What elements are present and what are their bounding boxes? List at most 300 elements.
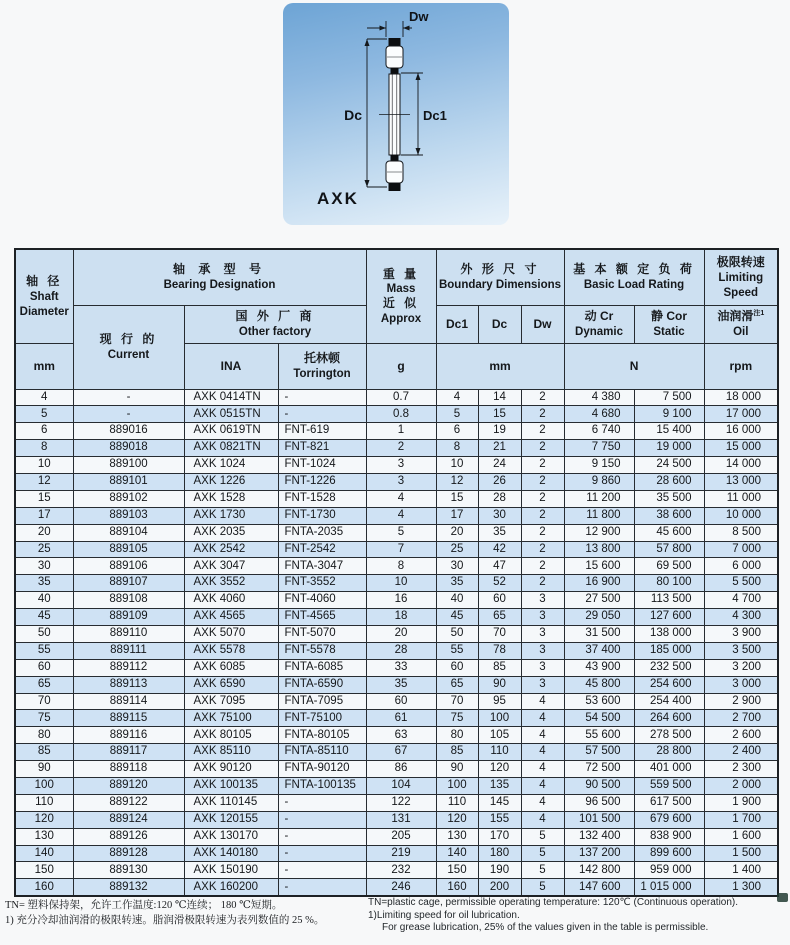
cell: 14 000 bbox=[704, 457, 778, 474]
cell: 2 bbox=[521, 507, 564, 524]
cell: 24 bbox=[478, 457, 521, 474]
cell: - bbox=[73, 389, 184, 406]
cell: 889114 bbox=[73, 693, 184, 710]
cell: AXK 4565 bbox=[184, 609, 278, 626]
bearing-diagram-panel bbox=[283, 3, 509, 225]
cell: 180 bbox=[478, 845, 521, 862]
cell: 110 bbox=[436, 794, 478, 811]
label-cn: 油润滑 bbox=[717, 309, 754, 324]
cell: 37 400 bbox=[564, 642, 634, 659]
footnotes-chinese bbox=[5, 899, 367, 928]
table-row bbox=[15, 406, 778, 423]
cell: 15 000 bbox=[704, 440, 778, 457]
cell: AXK 6590 bbox=[184, 676, 278, 693]
cell: FNTA-6590 bbox=[278, 676, 366, 693]
cell: 9 860 bbox=[564, 473, 634, 490]
cell: 142 800 bbox=[564, 862, 634, 879]
cell: 4 bbox=[521, 710, 564, 727]
cell: 3 900 bbox=[704, 625, 778, 642]
cell: 85 bbox=[436, 744, 478, 761]
cell: AXK 1528 bbox=[184, 490, 278, 507]
cell: 9 150 bbox=[564, 457, 634, 474]
cell: 889118 bbox=[73, 761, 184, 778]
cell: FNTA-85110 bbox=[278, 744, 366, 761]
cell: AXK 130170 bbox=[184, 828, 278, 845]
cell: 18 bbox=[366, 609, 436, 626]
cell: 131 bbox=[366, 811, 436, 828]
label-cn: 近 似 bbox=[382, 296, 420, 311]
cell: 6 bbox=[15, 423, 73, 440]
cell: 1 400 bbox=[704, 862, 778, 879]
table-row bbox=[15, 727, 778, 744]
col-header-oil bbox=[704, 305, 778, 343]
cell: 45 800 bbox=[564, 676, 634, 693]
cell: AXK 100135 bbox=[184, 777, 278, 794]
table-row bbox=[15, 710, 778, 727]
label-en: Mass bbox=[386, 283, 416, 296]
cell: 15 bbox=[15, 490, 73, 507]
cell: 45 600 bbox=[634, 524, 704, 541]
table-row bbox=[15, 423, 778, 440]
cell: 3 bbox=[521, 659, 564, 676]
cell: FNT-1528 bbox=[278, 490, 366, 507]
cell: 69 500 bbox=[634, 558, 704, 575]
cell: 889120 bbox=[73, 777, 184, 794]
cell: - bbox=[278, 845, 366, 862]
cell: - bbox=[278, 862, 366, 879]
cell: 889126 bbox=[73, 828, 184, 845]
cell: 135 bbox=[478, 777, 521, 794]
table-row bbox=[15, 440, 778, 457]
cell: 140 bbox=[436, 845, 478, 862]
cell: 85 bbox=[478, 659, 521, 676]
label-en: Diameter bbox=[19, 305, 69, 318]
dc1-dimension bbox=[401, 73, 423, 155]
cell: 559 500 bbox=[634, 777, 704, 794]
cell: 5 500 bbox=[704, 575, 778, 592]
cell: 2 bbox=[521, 473, 564, 490]
cell: 16 900 bbox=[564, 575, 634, 592]
label-en: Boundary Dimensions bbox=[438, 279, 562, 292]
cell: 55 600 bbox=[564, 727, 634, 744]
cell: 5 bbox=[15, 406, 73, 423]
cell: 246 bbox=[366, 879, 436, 896]
footnote-line: 1)Limiting speed for oil lubrication. bbox=[368, 909, 520, 921]
cell: 127 600 bbox=[634, 609, 704, 626]
cell: 254 400 bbox=[634, 693, 704, 710]
cell: FNT-75100 bbox=[278, 710, 366, 727]
table-row bbox=[15, 693, 778, 710]
cell: 27 500 bbox=[564, 592, 634, 609]
label-cn: 国 外 厂 商 bbox=[235, 309, 315, 324]
cell: AXK 4060 bbox=[184, 592, 278, 609]
cell: 120 bbox=[478, 761, 521, 778]
table-row bbox=[15, 507, 778, 524]
cell: 42 bbox=[478, 541, 521, 558]
dc-label: Dc bbox=[344, 107, 362, 123]
label-cn: 外 形 尺 寸 bbox=[460, 262, 540, 277]
cell: AXK 120155 bbox=[184, 811, 278, 828]
cell: 5 bbox=[521, 862, 564, 879]
cell: 70 bbox=[436, 693, 478, 710]
cell: 2 600 bbox=[704, 727, 778, 744]
cell: 75 bbox=[15, 710, 73, 727]
cell: FNT-1730 bbox=[278, 507, 366, 524]
cell: 65 bbox=[478, 609, 521, 626]
cell: 4 bbox=[521, 693, 564, 710]
unit-dimensions-mm: mm bbox=[436, 343, 564, 389]
cell: AXK 150190 bbox=[184, 862, 278, 879]
footnote-line: TN= 塑料保持架，允许工作温度:120 ℃连续； 180 ℃短期。 bbox=[5, 900, 283, 911]
label-cn: 动 Cr bbox=[584, 309, 614, 324]
cell: 889108 bbox=[73, 592, 184, 609]
cell: 2 bbox=[521, 457, 564, 474]
cell: 113 500 bbox=[634, 592, 704, 609]
footnote-line: TN=plastic cage, permissible operating temperature: 120℃ (Continuous operation). bbox=[368, 897, 739, 908]
cell: 45 bbox=[15, 609, 73, 626]
cell: 679 600 bbox=[634, 811, 704, 828]
cell: 110 bbox=[15, 794, 73, 811]
cell: 401 000 bbox=[634, 761, 704, 778]
cell: 50 bbox=[436, 625, 478, 642]
cell: AXK 1226 bbox=[184, 473, 278, 490]
cell: 150 bbox=[15, 862, 73, 879]
cell: 7 750 bbox=[564, 440, 634, 457]
footnote-line: 1) 充分冷却油润滑的极限转速。脂润滑极限转速为表列数值的 25 %。 bbox=[5, 914, 325, 926]
label-en: Static bbox=[653, 325, 685, 338]
dw-dimension bbox=[367, 21, 412, 37]
label-en: Dynamic bbox=[575, 325, 623, 338]
cell: 130 bbox=[15, 828, 73, 845]
cell: AXK 85110 bbox=[184, 744, 278, 761]
cell: 889106 bbox=[73, 558, 184, 575]
col-header-limiting-speed bbox=[704, 249, 778, 305]
cell: 2 000 bbox=[704, 777, 778, 794]
cell: 838 900 bbox=[634, 828, 704, 845]
cell: 889122 bbox=[73, 794, 184, 811]
cell: 85 bbox=[15, 744, 73, 761]
table-row bbox=[15, 457, 778, 474]
bearing-drawing bbox=[379, 38, 410, 191]
table-row bbox=[15, 524, 778, 541]
cell: 10 000 bbox=[704, 507, 778, 524]
cell: 75 bbox=[436, 710, 478, 727]
cell: 889016 bbox=[73, 423, 184, 440]
cell: 9 100 bbox=[634, 406, 704, 423]
cell: 5 bbox=[521, 828, 564, 845]
cell: 889130 bbox=[73, 862, 184, 879]
unit-shaft-mm: mm bbox=[15, 343, 73, 389]
cell: 889115 bbox=[73, 710, 184, 727]
cell: 889100 bbox=[73, 457, 184, 474]
cell: AXK 3552 bbox=[184, 575, 278, 592]
cell: 61 bbox=[366, 710, 436, 727]
cell: 25 bbox=[436, 541, 478, 558]
table-row bbox=[15, 744, 778, 761]
cell: AXK 5070 bbox=[184, 625, 278, 642]
table-row bbox=[15, 794, 778, 811]
table-row bbox=[15, 575, 778, 592]
cell: 889110 bbox=[73, 625, 184, 642]
cell: 4 bbox=[521, 761, 564, 778]
table-row bbox=[15, 845, 778, 862]
cell: AXK 0414TN bbox=[184, 389, 278, 406]
cell: 4 300 bbox=[704, 609, 778, 626]
label-en: Oil bbox=[733, 325, 749, 338]
table-body bbox=[15, 389, 778, 896]
cell: 889113 bbox=[73, 676, 184, 693]
cell: 2 bbox=[521, 406, 564, 423]
cell: 43 900 bbox=[564, 659, 634, 676]
table-row bbox=[15, 811, 778, 828]
cell: 185 000 bbox=[634, 642, 704, 659]
cell: 78 bbox=[478, 642, 521, 659]
cell: 28 bbox=[478, 490, 521, 507]
cell: 4 700 bbox=[704, 592, 778, 609]
cell: FNT-2542 bbox=[278, 541, 366, 558]
cell: 65 bbox=[15, 676, 73, 693]
cell: 3 bbox=[366, 473, 436, 490]
cell: 20 bbox=[15, 524, 73, 541]
col-header-dynamic bbox=[564, 305, 634, 343]
group-header-boundary-dimensions bbox=[436, 249, 564, 305]
cell: 889103 bbox=[73, 507, 184, 524]
cell: 28 bbox=[366, 642, 436, 659]
cell: 45 bbox=[436, 609, 478, 626]
label-cn: 轴 径 bbox=[26, 273, 63, 288]
scan-artifact bbox=[777, 893, 788, 902]
cell: FNT-4060 bbox=[278, 592, 366, 609]
table-row bbox=[15, 659, 778, 676]
cell: 3 500 bbox=[704, 642, 778, 659]
cell: 72 500 bbox=[564, 761, 634, 778]
cell: 7 000 bbox=[704, 541, 778, 558]
cell: AXK 110145 bbox=[184, 794, 278, 811]
cell: 55 bbox=[15, 642, 73, 659]
cell: 137 200 bbox=[564, 845, 634, 862]
cell: 96 500 bbox=[564, 794, 634, 811]
cell: 1 bbox=[366, 423, 436, 440]
dc1-label: Dc1 bbox=[423, 108, 447, 123]
cell: 13 800 bbox=[564, 541, 634, 558]
cell: 11 000 bbox=[704, 490, 778, 507]
cell: FNT-5070 bbox=[278, 625, 366, 642]
cell: 889105 bbox=[73, 541, 184, 558]
col-header-static bbox=[634, 305, 704, 343]
table-row bbox=[15, 592, 778, 609]
cell: - bbox=[278, 811, 366, 828]
cell: 3 200 bbox=[704, 659, 778, 676]
group-header-basic-load-rating bbox=[564, 249, 704, 305]
cell: 132 400 bbox=[564, 828, 634, 845]
cell: 60 bbox=[478, 592, 521, 609]
cell: FNT-4565 bbox=[278, 609, 366, 626]
cell: AXK 6085 bbox=[184, 659, 278, 676]
cell: 1 300 bbox=[704, 879, 778, 896]
cell: FNTA-2035 bbox=[278, 524, 366, 541]
cell: 29 050 bbox=[564, 609, 634, 626]
table-row bbox=[15, 490, 778, 507]
cell: 120 bbox=[15, 811, 73, 828]
cell: FNT-5578 bbox=[278, 642, 366, 659]
cell: 16 bbox=[366, 592, 436, 609]
cell: AXK 75100 bbox=[184, 710, 278, 727]
col-header-torrington bbox=[278, 343, 366, 389]
cell: 899 600 bbox=[634, 845, 704, 862]
cell: 57 500 bbox=[564, 744, 634, 761]
cell: 5 bbox=[521, 845, 564, 862]
col-header-current bbox=[73, 305, 184, 389]
bearing-spec-table bbox=[14, 248, 779, 897]
cell: 10 bbox=[436, 457, 478, 474]
cell: 155 bbox=[478, 811, 521, 828]
table-row bbox=[15, 558, 778, 575]
cell: FNT-3552 bbox=[278, 575, 366, 592]
cell: FNT-1024 bbox=[278, 457, 366, 474]
label-en: Torrington bbox=[293, 367, 351, 380]
cell: 889124 bbox=[73, 811, 184, 828]
cell: AXK 3047 bbox=[184, 558, 278, 575]
cell: 60 bbox=[15, 659, 73, 676]
unit-load-n: N bbox=[564, 343, 704, 389]
cell: 4 380 bbox=[564, 389, 634, 406]
cell: 30 bbox=[478, 507, 521, 524]
cell: AXK 140180 bbox=[184, 845, 278, 862]
cell: 120 bbox=[436, 811, 478, 828]
cell: 4 680 bbox=[564, 406, 634, 423]
cell: 889101 bbox=[73, 473, 184, 490]
cell: 889104 bbox=[73, 524, 184, 541]
cell: AXK 90120 bbox=[184, 761, 278, 778]
cell: 200 bbox=[478, 879, 521, 896]
cell: 40 bbox=[436, 592, 478, 609]
cell: 3 bbox=[521, 592, 564, 609]
cell: 889018 bbox=[73, 440, 184, 457]
cell: 65 bbox=[436, 676, 478, 693]
cell: 2 400 bbox=[704, 744, 778, 761]
table-row bbox=[15, 473, 778, 490]
cell: 3 bbox=[521, 625, 564, 642]
cell: 219 bbox=[366, 845, 436, 862]
cell: 6 740 bbox=[564, 423, 634, 440]
cell: 55 bbox=[436, 642, 478, 659]
label-en: Shaft bbox=[29, 290, 59, 303]
cell: 4 bbox=[521, 727, 564, 744]
cell: 138 000 bbox=[634, 625, 704, 642]
cell: 5 bbox=[366, 524, 436, 541]
cell: FNTA-3047 bbox=[278, 558, 366, 575]
cell: 8 bbox=[436, 440, 478, 457]
cell: 0.8 bbox=[366, 406, 436, 423]
cell: 80 bbox=[436, 727, 478, 744]
cell: 4 bbox=[521, 744, 564, 761]
cell: 6 bbox=[436, 423, 478, 440]
cell: 63 bbox=[366, 727, 436, 744]
cell: 160 bbox=[436, 879, 478, 896]
cell: 1 600 bbox=[704, 828, 778, 845]
cell: 15 600 bbox=[564, 558, 634, 575]
cell: 24 500 bbox=[634, 457, 704, 474]
cell: FNT-619 bbox=[278, 423, 366, 440]
col-header-ina: INA bbox=[184, 343, 278, 389]
table-row bbox=[15, 625, 778, 642]
cell: 15 bbox=[478, 406, 521, 423]
cell: 122 bbox=[366, 794, 436, 811]
cell: 1 015 000 bbox=[634, 879, 704, 896]
col-header-dw: Dw bbox=[521, 305, 564, 343]
cell: 7 500 bbox=[634, 389, 704, 406]
cell: AXK 5578 bbox=[184, 642, 278, 659]
cell: 90 500 bbox=[564, 777, 634, 794]
cell: 4 bbox=[521, 777, 564, 794]
cell: 889112 bbox=[73, 659, 184, 676]
label-cn: 静 Cor bbox=[651, 309, 688, 324]
cell: 25 bbox=[15, 541, 73, 558]
label-en: Speed bbox=[723, 286, 759, 299]
cell: 254 600 bbox=[634, 676, 704, 693]
cell: 20 bbox=[436, 524, 478, 541]
cell: 28 800 bbox=[634, 744, 704, 761]
cell: 232 bbox=[366, 862, 436, 879]
cell: 4 bbox=[366, 507, 436, 524]
cell: - bbox=[73, 406, 184, 423]
cell: AXK 160200 bbox=[184, 879, 278, 896]
cell: 2 bbox=[521, 440, 564, 457]
cell: 232 500 bbox=[634, 659, 704, 676]
cell: 4 bbox=[521, 811, 564, 828]
label-cn: 极限转速 bbox=[716, 254, 765, 269]
cell: - bbox=[278, 406, 366, 423]
cell: 53 600 bbox=[564, 693, 634, 710]
cell: 13 000 bbox=[704, 473, 778, 490]
cell: 2 bbox=[521, 558, 564, 575]
cell: 100 bbox=[478, 710, 521, 727]
cell: 11 200 bbox=[564, 490, 634, 507]
cell: FNT-1226 bbox=[278, 473, 366, 490]
cell: 12 900 bbox=[564, 524, 634, 541]
cell: 67 bbox=[366, 744, 436, 761]
cell: 17 000 bbox=[704, 406, 778, 423]
footnote-line: For grease lubrication, 25% of the values given in the table is permissible. bbox=[382, 922, 709, 933]
cell: AXK 2542 bbox=[184, 541, 278, 558]
cell: 57 800 bbox=[634, 541, 704, 558]
label-cn: 现 行 的 bbox=[99, 332, 158, 347]
cell: 5 bbox=[436, 406, 478, 423]
table-row bbox=[15, 676, 778, 693]
table-row bbox=[15, 777, 778, 794]
cell: 190 bbox=[478, 862, 521, 879]
cell: FNTA-80105 bbox=[278, 727, 366, 744]
cell: FNTA-7095 bbox=[278, 693, 366, 710]
cell: 47 bbox=[478, 558, 521, 575]
cell: AXK 2035 bbox=[184, 524, 278, 541]
table-row bbox=[15, 862, 778, 879]
cell: 20 bbox=[366, 625, 436, 642]
label-en: Limiting bbox=[718, 271, 764, 284]
cell: 100 bbox=[15, 777, 73, 794]
cell: 160 bbox=[15, 879, 73, 896]
cell: 4 bbox=[436, 389, 478, 406]
cell: 80 bbox=[15, 727, 73, 744]
table-row bbox=[15, 828, 778, 845]
cell: - bbox=[278, 794, 366, 811]
cell: AXK 0619TN bbox=[184, 423, 278, 440]
col-header-shaft-diameter bbox=[15, 249, 73, 343]
cell: 5 bbox=[521, 879, 564, 896]
cell: 11 800 bbox=[564, 507, 634, 524]
table-row bbox=[15, 389, 778, 406]
cell: 145 bbox=[478, 794, 521, 811]
